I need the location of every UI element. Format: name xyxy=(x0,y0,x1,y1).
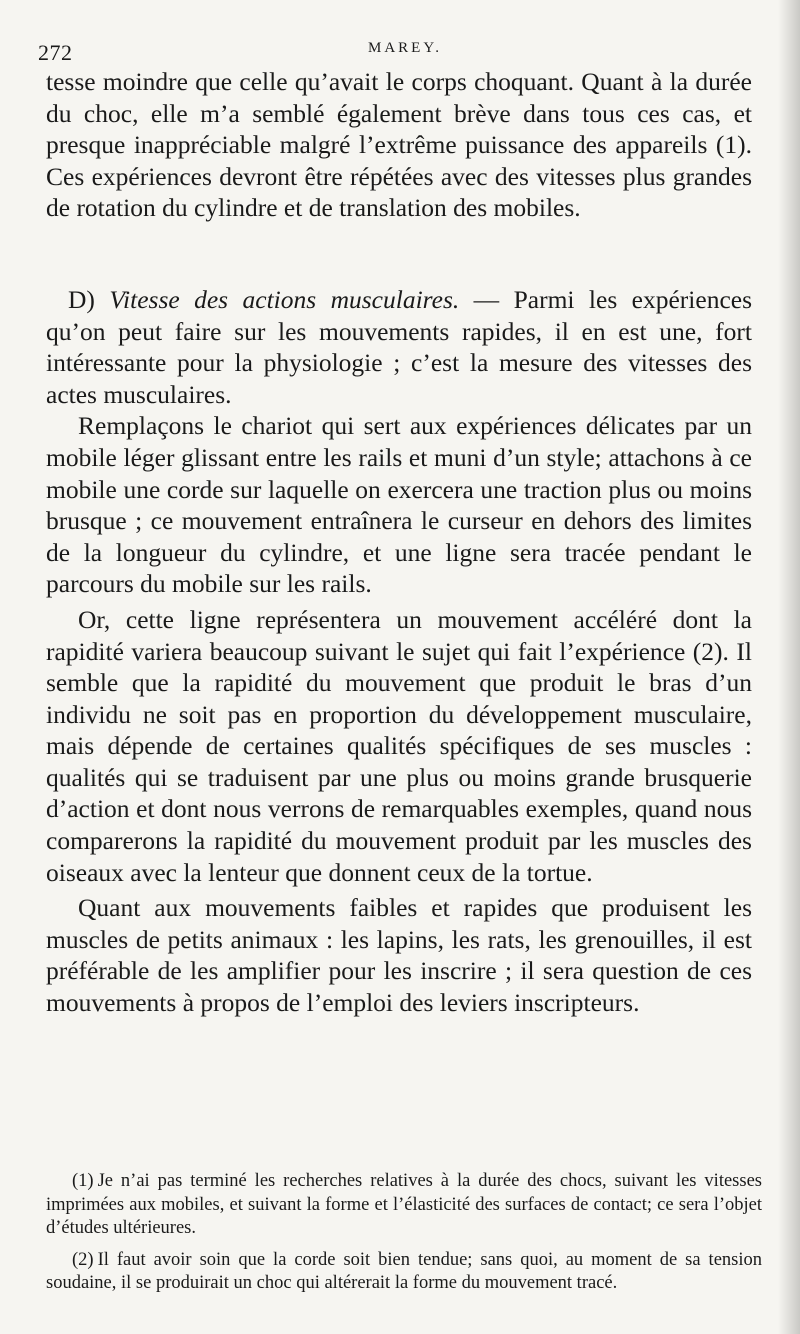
footnote-2 xyxy=(46,1249,762,1296)
body-text xyxy=(46,66,752,1019)
footnotes xyxy=(46,1170,762,1304)
paragraph-3: Remplaçons le chariot qui sert aux expériences délicates par un mobile léger glissant entre les rails et muni d’un style; attachons à ce mobile une corde sur laquelle on exercera une traction plus ou moins brusque ; ce mouvement entraînera le curseur en dehors des limites de la longueur du cylindre, et une ligne sera tracée pendant le parcours du mobile sur les rails. xyxy=(46,411,752,599)
footnote-2-text: Il faut avoir soin que la corde soit bien tendue; sans quoi, au moment de sa tension soudaine, il se produirait un choc qui altérerait la forme du mouvement tracé. xyxy=(46,1249,762,1293)
page-number: 272 xyxy=(38,40,73,65)
section-d-paragraph xyxy=(46,284,752,410)
footnote-1-text: Je n’ai pas terminé les recherches relatives à la durée des chocs, suivant les vitesses imprimées aux mobiles, et suivant la forme et l’élasticité des surfaces de contact; ce sera l’objet d’études ultérieures. xyxy=(46,1171,762,1238)
paragraph-5: Quant aux mouvements faibles et rapides que produisent les muscles de petits animaux : les lapins, les rats, les grenouilles, il est préférable de les amplifier pour les inscrire ; il sera question de ces mouvements à propos de l’emploi des leviers inscripteurs. xyxy=(46,893,752,1018)
paragraph-4: Or, cette ligne représentera un mouvement accéléré dont la rapidité variera beaucoup suivant le sujet qui fait l’expérience (2). Il semble que la rapidité du mouvement que produit le bras d’un individu ne soit pas en proportion du développement musculaire, mais dépende de certaines qualités spécifiques de ses muscles : qualités qui se traduisent par une plus ou moins grande brusquerie d’action et dont nous verrons de remarquables exemples, quand nous comparerons la rapidité du mouvement produit par les muscles des oiseaux avec la lenteur que donnent ceux de la tortue. xyxy=(46,604,752,887)
running-head: MAREY. xyxy=(368,40,442,56)
page-header xyxy=(38,40,758,66)
section-d-text: — Parmi les expériences qu’on peut faire sur les mouvements rapides, il en est une, fort intéressante pour la physiologie ; c’est la mesure des vitesses des actes musculaires. xyxy=(46,284,753,409)
page-edge-shadow xyxy=(778,0,800,1334)
section-letter: D) xyxy=(68,284,95,314)
paragraph-1: tesse moindre que celle qu’avait le corps choquant. Quant à la durée du choc, elle m’a semblé également brève dans tous ces cas, et presque inappréciable malgré l’extrême puissance des appareils (1). Ces expériences devront être répétées avec des vitesses plus grandes de rotation du cylindre et de translation des mobiles. xyxy=(46,67,752,223)
footnote-1 xyxy=(46,1170,762,1241)
footnote-2-marker: (2) xyxy=(72,1249,94,1270)
section-title: Vitesse des actions musculaires. xyxy=(109,284,460,314)
footnote-1-marker: (1) xyxy=(72,1171,94,1191)
